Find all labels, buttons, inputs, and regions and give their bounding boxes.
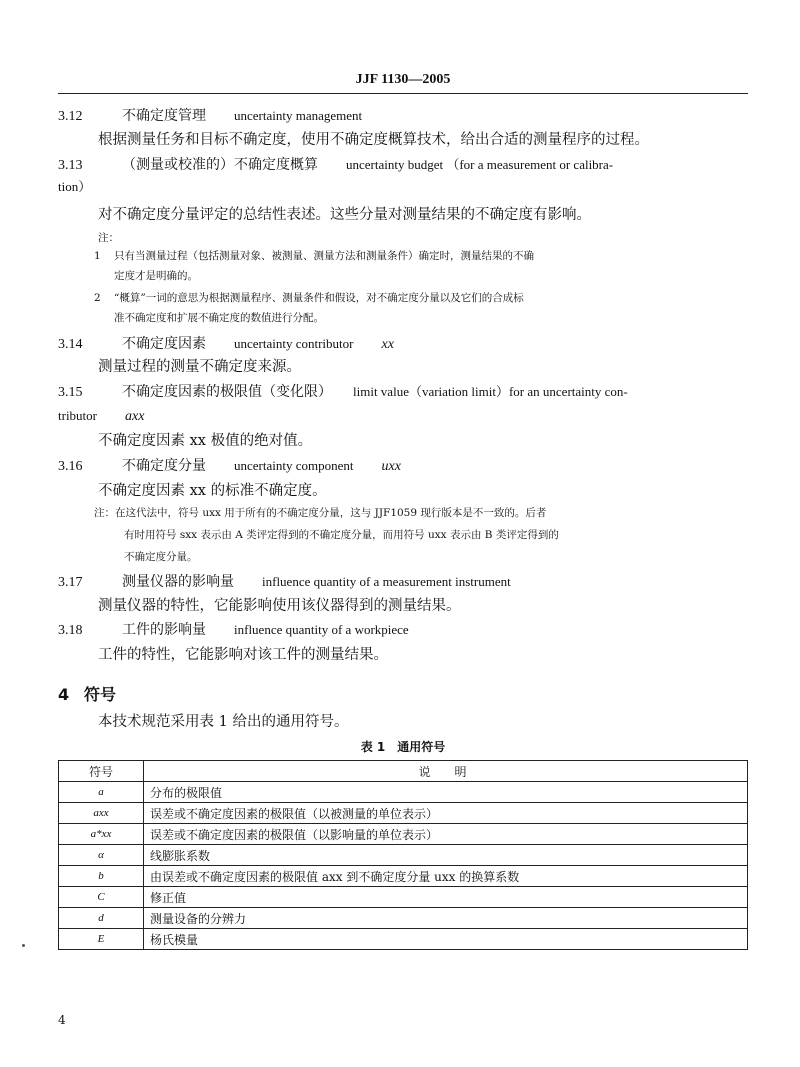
entry-3-16-definition: 不确定度因素 xx 的标准不确定度。 xyxy=(98,483,327,499)
entry-3-18-term: 3.18 工件的影响量 influence quantity of a workpiece xyxy=(58,622,409,638)
entry-3-13-term xyxy=(58,155,613,176)
table-row: b 由误差或不确定度因素的极限值 axx 到不确定度分量 uxx 的换算系数 xyxy=(59,866,748,887)
entry-3-15-term: 3.15 不确定度因素的极限值（变化限） limit value（variation limit）for an uncertainty con- xyxy=(58,384,628,400)
table-row: α 线膨胀系数 xyxy=(59,845,748,866)
entry-3-13-definition: 对不确定度分量评定的总结性表述。这些分量对测量结果的不确定度有影响。 xyxy=(98,207,591,223)
scan-speck xyxy=(22,944,25,947)
entry-3-12-definition: 根据测量任务和目标不确定度，使用不确定度概算技术，给出合适的测量程序的过程。 xyxy=(98,132,649,148)
entry-number: 3.13 xyxy=(58,158,83,173)
symbol: xx xyxy=(381,337,394,352)
entry-3-15-term-cont: tributor axx xyxy=(58,408,145,424)
term-en: uncertainty budget （for a measurement or calibra- xyxy=(346,157,614,172)
entry-3-14-definition: 测量过程的测量不确定度来源。 xyxy=(98,359,301,375)
entry-3-17-term: 3.17 测量仪器的影响量 influence quantity of a measurement instrument xyxy=(58,574,511,590)
table-header-row xyxy=(59,761,748,782)
column-header: 符号 xyxy=(59,761,144,782)
column-header: 说 明 xyxy=(144,761,748,782)
table-row: a 分布的极限值 xyxy=(59,782,748,803)
note-316-line3: 不确定度分量。 xyxy=(124,551,198,563)
entry-3-16-term: 3.16 不确定度分量 uncertainty component uxx xyxy=(58,458,401,474)
note-label: 注： xyxy=(98,232,119,244)
entry-3-15-definition: 不确定度因素 xx 极值的绝对值。 xyxy=(98,433,313,449)
table-row: d 测量设备的分辨力 xyxy=(59,908,748,929)
entry-3-17-definition: 测量仪器的特性，它能影响使用该仪器得到的测量结果。 xyxy=(98,598,461,614)
entry-3-14-term: 3.14 不确定度因素 uncertainty contributor xx xyxy=(58,336,394,352)
note-316-line1: 注：在这代法中，符号 uxx 用于所有的不确定度分量，这与 JJF1059 现行版本是不一致的。后者 xyxy=(94,507,547,519)
symbol: uxx xyxy=(381,459,401,474)
note-2: 2 “概算”一词的意思为根据测量程序、测量条件和假设，对不确定度分量以及它们的合成标 xyxy=(94,292,524,304)
term-zh: （测量或校准的）不确定度概算 xyxy=(122,157,318,173)
entry-3-13-term-cont: tion） xyxy=(58,179,92,194)
section-intro: 本技术规范采用表 1 给出的通用符号。 xyxy=(98,714,349,730)
header-rule xyxy=(58,93,748,94)
page-number: 4 xyxy=(58,1013,66,1027)
note-2-cont: 准不确定度和扩展不确定度的数值进行分配。 xyxy=(114,312,324,324)
table-row: axx 误差或不确定度因素的极限值（以被测量的单位表示） xyxy=(59,803,748,824)
symbol: axx xyxy=(125,409,145,424)
table-row: a*xx 误差或不确定度因素的极限值（以影响量的单位表示） xyxy=(59,824,748,845)
term-zh: 不确定度管理 xyxy=(122,108,206,124)
term-en: uncertainty management xyxy=(234,108,363,123)
note-1: 1 只有当测量过程（包括测量对象、被测量、测量方法和测量条件）确定时，测量结果的不确 xyxy=(94,250,534,262)
table-row: E 杨氏模量 xyxy=(59,929,748,950)
entry-number: 3.12 xyxy=(58,109,83,124)
note-316-line2: 有时用符号 sxx 表示由 A 类评定得到的不确定度分量，而用符号 uxx 表示由 B 类评定得到的 xyxy=(124,529,559,541)
entry-3-12-term xyxy=(58,106,362,127)
table-row: C 修正值 xyxy=(59,887,748,908)
section-heading: 4 符号 xyxy=(58,685,117,704)
entry-3-18-definition: 工件的特性，它能影响对该工件的测量结果。 xyxy=(98,647,388,663)
document-header: JJF 1130—2005 xyxy=(355,72,451,87)
table-caption: 表 1 通用符号 xyxy=(360,740,446,754)
note-1-cont: 定度才是明确的。 xyxy=(114,270,198,282)
symbols-table xyxy=(58,760,748,950)
